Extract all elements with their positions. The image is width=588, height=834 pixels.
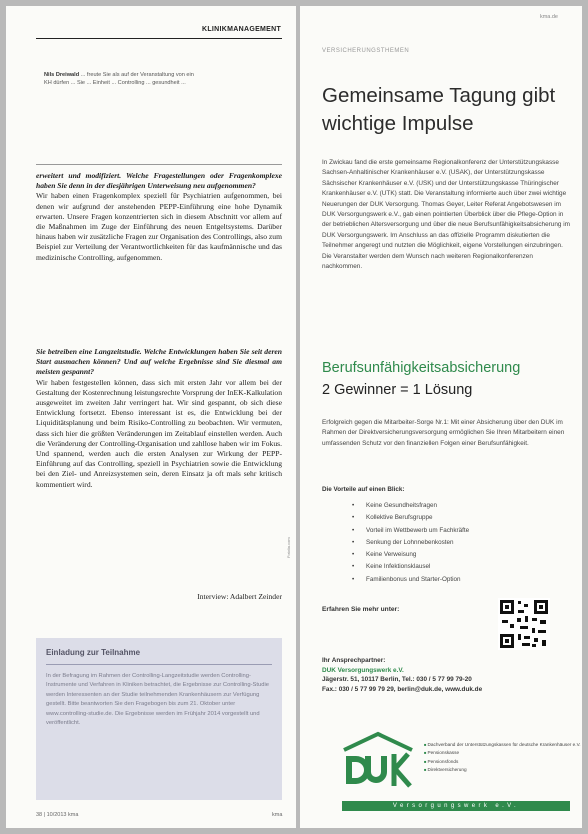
- benefit-item: • Keine Gesundheitsfragen: [366, 500, 469, 512]
- section-subtitle: 2 Gewinner = 1 Lösung: [322, 382, 473, 398]
- logo-band: Versorgungswerk e.V.: [342, 801, 570, 811]
- interviewer-credit: Interview: Adalbert Zeinder: [197, 592, 282, 601]
- header-rule: [36, 38, 282, 39]
- section-title: Berufsunfähigkeitsabsicherung: [322, 360, 521, 376]
- benefit-item: • Familienbonus und Starter-Option: [366, 574, 469, 586]
- contact-title: Ihr Ansprechpartner:: [322, 657, 386, 664]
- logo-line: ■ Direktversicherung: [424, 766, 581, 774]
- contact-org: DUK Versorgungswerk e.V.: [322, 666, 404, 674]
- logo-line: ■ Dachverband der Unterstützungskassen für deutsche Krankenhäuser e.V.: [424, 741, 581, 749]
- benefit-item: • Kollektive Berufsgruppe: [366, 512, 469, 524]
- logo-tagline: [424, 741, 581, 775]
- page-footer-left: 38 | 10/2013 kma: [36, 812, 79, 818]
- logo-line: ■ Pensionskasse: [424, 749, 581, 757]
- bio-text: ... freute Sie als auf der Veranstaltung von ein KH dürfen ... Sie ... Einheit ... Controlling ... gesundheit ...: [44, 72, 194, 86]
- right-page: [300, 6, 582, 828]
- bio-rule: [36, 164, 282, 165]
- invitation-rule: [46, 664, 272, 665]
- invitation-box: [36, 638, 282, 800]
- page-footer-right: kma: [272, 812, 283, 818]
- qr-code-icon[interactable]: [498, 598, 550, 650]
- benefit-item: • Keine Infektionsklausel: [366, 561, 469, 573]
- contact-address: Jägerstr. 51, 10117 Berlin, Tel.: 030 / 5 77 99 79-20: [322, 676, 472, 684]
- more-info-label: Erfahren Sie mehr unter:: [322, 606, 400, 613]
- contact-fax-email: Fax.: 030 / 5 77 99 79 29, berlin@duk.de, www.duk.de: [322, 685, 483, 693]
- answer-2: Wir haben festgestellen können, dass sich mit ersten Jahr vor allem bei der Gestaltung der Kostenrechnung leistungsrechte Vorsprung der InEK-Kalkulation ausgeweitet im zweiten Jahr verringert hat. Wir sind gespannt, ob sich diese Entwicklung fortsetzt. Ebenso interessant ist es, die Entwicklung bei der Liquiditätsplanung und beim Risiko-Controlling zu beobachten. Wir vermuten, dass sich hier die größten Veränderungen im Zeitablauf einstellen werden. Auch die Veränderung der Controlling-Organisation und zahllose haben wir im Fokus. Und spannend, werden auch die ersten Analysen zur Wirkung der PEPP-Einführung auf das Controlling, speziell in Psychiatrien sowie die Entwicklung bei den Ziel- und Anreizsystemen sein, deren Einsatz ja oft mals sehr kritisch kommentiert wird.: [36, 377, 282, 489]
- benefit-item: • Keine Verweisung: [366, 549, 469, 561]
- duk-logo: [338, 730, 418, 796]
- article-body: In Zwickau fand die erste gemeinsame Regionalkonferenz der Unterstützungskasse Sachsen-Anhaltinischer Krankenhäuser e.V. (USAK), der Unterstützungskasse Sächsischer Krankenhäuser e.V. (USK) und der Unterstützungskasse Thüringischer Krankenhäuser e.V. (UTK) statt. Die Veranstaltung informierte auch über zwei wichtige Neuerungen der DUK Versorgung. Thomas Geyer, Leiter Referat Angebotswesen im DUK Versorgungswerk e.V., gab einen pointierten Überblick über die Pflege-Option in der betrieblichen Altersversorgung und über die neue Berufsunfähigkeitsabsicherung im DUK Versorgungswerk. Im Anschluss an das offizielle Programm diskutierten die Teilnehmer angeregt und nutzten die Möglichkeit, eigene Vorstellungen einzubringen. Die Veranstalter werden dem Wunsch nach weiteren Regionalkonferenzen nachkommen.: [322, 159, 570, 271]
- interview-text-1: [36, 171, 282, 263]
- question-2: Sie betreiben eine Langzeitstudie. Welche Entwicklungen haben Sie seit deren Start ausmachen können? Und auf welche Ergebnisse sind Sie diesmal am meisten gespannt?: [36, 347, 282, 377]
- contact-block: [322, 656, 482, 694]
- interview-text-2: [36, 347, 282, 490]
- benefit-item: • Vorteil im Wettbewerb um Fachkräfte: [366, 525, 469, 537]
- invitation-text: In der Befragung im Rahmen der Controlling-Langzeitstudie werden Controlling-Instrumente und Verfahren in Kliniken betrachtet, die Ergebnisse zur Controlling-Studie werden Interessenten an der Studie teilnehmenden Krankenhäusern zur Verfügung gestellt. Bitte beantworten Sie den Fragebogen bis zum 21. Oktober unter www.controlling-studie.de. Die Ergebnisse werden im Frühjahr 2014 vorgestellt und veröffentlicht.: [46, 673, 269, 727]
- photo-credit: Fotolia.com: [286, 537, 291, 558]
- benefits-title: Die Vorteile auf einen Blick:: [322, 486, 405, 493]
- left-page: [6, 6, 296, 828]
- question-continued: erweitert und modifiziert. Welche Fragestellungen oder Fragenkomplexe haben Sie denn in der diesjährigen Unterweisung neu aufgenommen?: [36, 171, 282, 191]
- kicker: VERSICHERUNGSTHEMEN: [322, 48, 410, 54]
- invitation-title: Einladung zur Teilnahme: [46, 648, 141, 657]
- section-label: KLINIKMANAGEMENT: [202, 26, 282, 33]
- author-bio: [44, 72, 194, 87]
- benefits-list: [366, 500, 469, 586]
- section-intro: Erfolgreich gegen die Mitarbeiter-Sorge Nr.1: Mit einer Absicherung über den DUK im Rahmen der Direktversicherungsversorgung ermöglichen Sie Ihren Mitarbeitern einen umfassenden Schutz vor den finanziellen Folgen einer Berufsunfähigkeit.: [322, 419, 565, 447]
- page-header: kma.de: [539, 14, 558, 20]
- logo-line: ■ Pensionsfonds: [424, 758, 581, 766]
- answer-1: Wir haben einen Fragenkomplex speziell für Psychiatrien aufgenommen, bei denen wir aufgrund der anstehenden PEPP-Einführung eine hohe Dynamik erwarten. Unsere Fragen konzentrierten sich in diesem Abschnitt vor allem auf die Maßnahmen im Zuge der Einführung des neuen Entgeltsystems. Darüber hinaus haben wir zusätzliche Fragen zur Organisation des Controllings, also zum Beispiel zur Verteilung der Verantwortlichkeiten für das kaufmännische und das medizinische Controlling, aufgenommen.: [36, 191, 282, 262]
- bio-name: Nils Dreiwald: [44, 72, 80, 78]
- article-title: Gemeinsame Tagung gibt wichtige Impulse: [322, 84, 556, 135]
- benefit-item: • Senkung der Lohnnebenkosten: [366, 537, 469, 549]
